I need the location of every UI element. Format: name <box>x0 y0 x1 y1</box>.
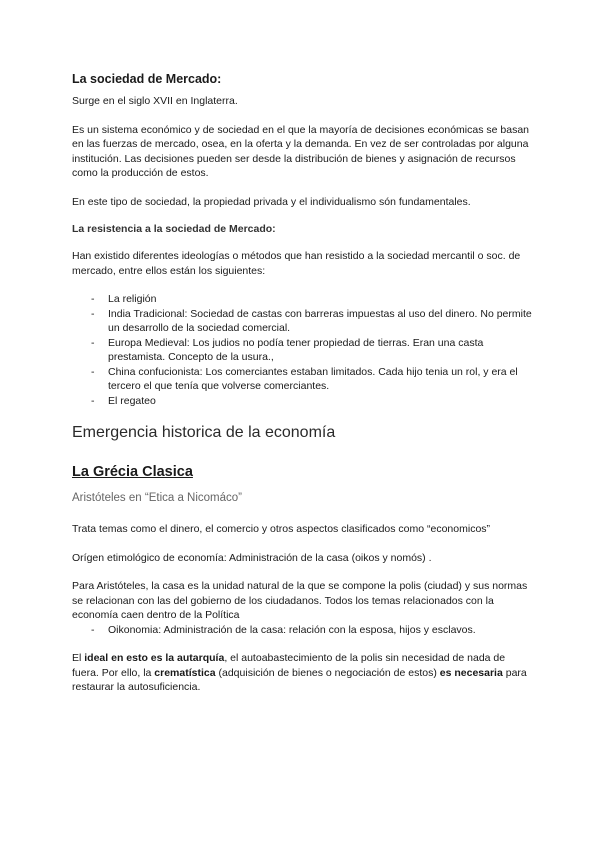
list-item: - El regateo <box>72 394 534 409</box>
heading-grecia-clasica: La Grécia Clasica <box>72 464 193 480</box>
heading-emergencia: Emergencia historica de la economía <box>72 424 336 441</box>
autarquia-paragraph: El ideal en esto es la autarquía, el autoabastecimiento de la polis sin necesidad de nada de fuera. Por ello, la crematística (adquisición de bienes o negociación de estos) es necesaria para restaurar la autosuficiencia. <box>72 652 527 693</box>
subheading-aristoteles: Aristóteles en “Etica a Nicomáco” <box>72 492 243 504</box>
resistance-intro: Han existido diferentes ideologías o métodos que han resistido a la sociedad mercantil o soc. de mercado, entre ellos están los siguientes: <box>72 250 521 277</box>
definition-paragraph: Es un sistema económico y de sociedad en el que la mayoría de decisiones económicas se basan en las fuerzas de mercado, osea, en la oferta y la demanda. En vez de ser controladas por alguna institución. Las decisiones pueden ser desde la distribución de bienes y asignación de recursos como la producción de estos. <box>72 123 530 179</box>
list-item: - Europa Medieval: Los judios no podía tener propiedad de tierras. Eran una casta prestamista. Concepto de la usura., <box>72 336 534 365</box>
list-item: - La religión <box>72 292 534 307</box>
list-item: - India Tradicional: Sociedad de castas con barreras impuestas al uso del dinero. No permite un desarrollo de la sociedad comercial. <box>72 307 534 336</box>
section-title-resistencia: La resistencia a la sociedad de Mercado: <box>72 223 276 235</box>
section-title-sociedad-mercado: La sociedad de Mercado: <box>72 72 222 86</box>
etymology-paragraph: Orígen etimológico de economía: Administración de la casa (oikos y nomós) . <box>72 551 432 564</box>
resistance-list <box>72 292 534 408</box>
document-page <box>72 72 534 695</box>
property-paragraph: En este tipo de sociedad, la propiedad privada y el individualismo són fundamentales. <box>72 195 471 208</box>
topics-paragraph: Trata temas como el dinero, el comercio y otros aspectos clasificados como “economicos” <box>72 523 491 535</box>
list-item: - China confucionista: Los comerciantes estaban limitados. Cada hijo tenia un rol, y era el tercero el que tenía que volverse comerciantes. <box>72 365 534 394</box>
origin-paragraph: Surge en el siglo XVII en Inglaterra. <box>72 95 238 107</box>
list-item: - Oikonomia: Administración de la casa: relación con la esposa, hijos y esclavos. <box>72 623 534 638</box>
oikonomia-list <box>72 623 534 638</box>
polis-paragraph: Para Aristóteles, la casa es la unidad natural de la que se compone la polis (ciudad) y sus normas se relacionan con las del gobierno de los ciudadanos. Todos los temas relacionados con la economía caen dentro de la Política <box>72 580 528 621</box>
